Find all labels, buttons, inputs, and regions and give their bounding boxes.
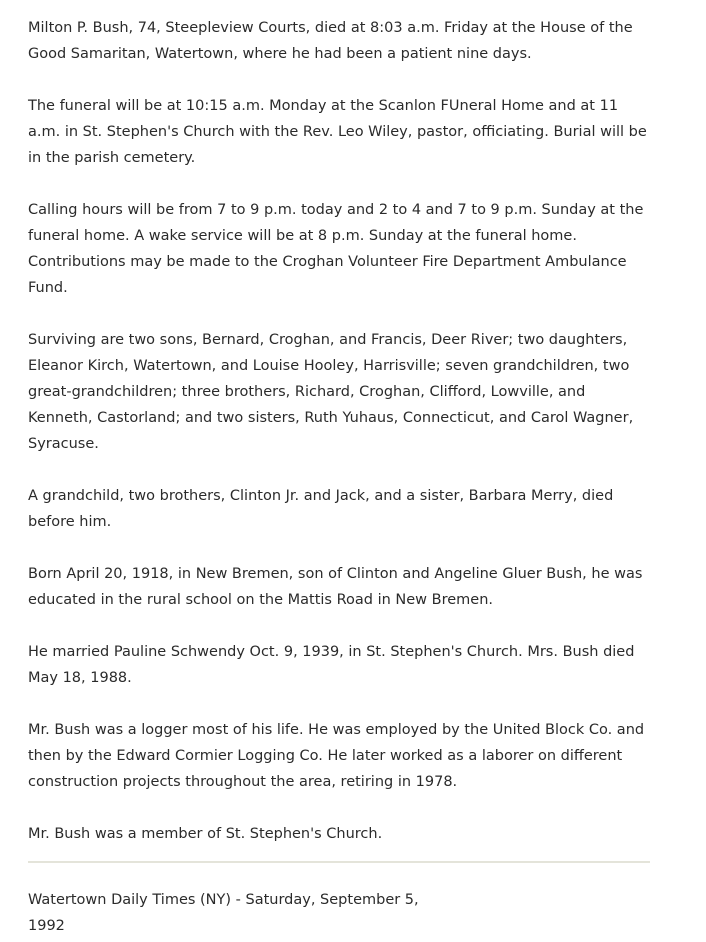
source-citation: Watertown Daily Times (NY) - Saturday, September 5, 1992 [28,892,419,934]
paragraph-career: Mr. Bush was a logger most of his life. He was employed by the United Block Co. and then by the Edward Cormier Logging Co. He later worked as a laborer on different construction projects throughout the area, retiring in 1978. [28,722,645,790]
obituary-article [28,15,653,939]
paragraph-marriage: He married Pauline Schwendy Oct. 9, 1939, in St. Stephen's Church. Mrs. Bush died May 18, 1988. [28,644,635,686]
paragraph-survivors: Surviving are two sons, Bernard, Croghan, and Francis, Deer River; two daughters, Eleanor Kirch, Watertown, and Louise Hooley, Harrisville; seven grandchildren, two great-grandchildren; three brothers, Richard, Croghan, Clifford, Lowville, and Kenneth, Castorland; and two sisters, Ruth Yuhaus, Connecticut, and Carol Wagner, Syracuse. [28,332,634,452]
paragraph-death-notice: Milton P. Bush, 74, Steepleview Courts, died at 8:03 a.m. Friday at the House of the Good Samaritan, Watertown, where he had been a patient nine days. [28,20,633,62]
paragraph-birth: Born April 20, 1918, in New Bremen, son of Clinton and Angeline Gluer Bush, he was educated in the rural school on the Mattis Road in New Bremen. [28,566,643,608]
paragraph-calling-hours: Calling hours will be from 7 to 9 p.m. today and 2 to 4 and 7 to 9 p.m. Sunday at the funeral home. A wake service will be at 8 p.m. Sunday at the funeral home. Contributions may be made to the Croghan Volunteer Fire Department Ambulance Fund. [28,202,644,296]
divider [28,861,650,863]
paragraph-membership: Mr. Bush was a member of St. Stephen's Church. [28,826,383,842]
paragraph-funeral: The funeral will be at 10:15 a.m. Monday at the Scanlon FUneral Home and at 11 a.m. in St. Stephen's Church with the Rev. Leo Wiley, pastor, officiating. Burial will be in the parish cemetery. [28,98,647,166]
paragraph-predeceased: A grandchild, two brothers, Clinton Jr. and Jack, and a sister, Barbara Merry, died before him. [28,488,614,530]
